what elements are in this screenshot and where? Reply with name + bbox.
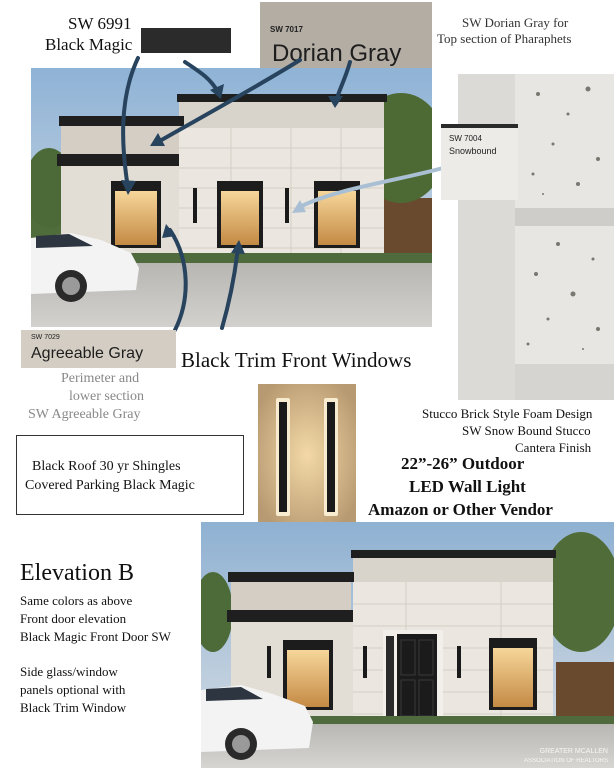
perimeter-note-2: lower section <box>69 389 145 404</box>
snowbound-code: SW 7004 <box>449 134 482 143</box>
roof-note-1: Black Roof 30 yr Shingles <box>32 459 181 474</box>
black-magic-code: SW 6991 <box>68 14 132 33</box>
perimeter-note-3: SW Agreeable Gray <box>28 407 141 422</box>
house-photo-elevation-b <box>201 522 614 768</box>
elevation-line-1: Same colors as above <box>20 593 133 608</box>
watermark-line-2: ASSOCIATION OF REALTORS <box>523 758 608 764</box>
light-note-1: 22”-26” Outdoor <box>401 454 525 473</box>
elevation-line-6: Black Trim Window <box>20 700 127 715</box>
dorian-gray-name: Dorian Gray <box>272 40 402 67</box>
perimeter-note-1: Perimeter and <box>61 371 140 386</box>
elevation-line-4: Side glass/window <box>20 664 118 679</box>
agreeable-gray-code: SW 7029 <box>31 334 60 341</box>
snowbound-swatch <box>441 124 518 200</box>
elevation-line-5: panels optional with <box>20 682 126 697</box>
elevation-title: Elevation B <box>20 560 134 586</box>
elevation-line-2: Front door elevation <box>20 611 127 626</box>
stucco-texture-image <box>458 74 614 400</box>
agreeable-gray-swatch <box>21 330 176 368</box>
roof-note-2: Covered Parking Black Magic <box>25 478 195 493</box>
led-wall-light-image <box>258 384 356 526</box>
stucco-note-1: Stucco Brick Style Foam Design <box>422 406 593 421</box>
black-magic-name: Black Magic <box>45 35 133 54</box>
dorian-gray-code: SW 7017 <box>270 25 303 34</box>
agreeable-gray-name: Agreeable Gray <box>31 345 144 362</box>
light-note-2: LED Wall Light <box>409 477 526 496</box>
elevation-line-3: Black Magic Front Door SW <box>20 629 171 644</box>
stucco-note-3: Cantera Finish <box>515 440 592 455</box>
stucco-note-2: SW Snow Bound Stucco <box>462 423 591 438</box>
black-trim-label: Black Trim Front Windows <box>181 348 412 372</box>
light-note-3: Amazon or Other Vendor <box>368 500 553 519</box>
dorian-note-1: SW Dorian Gray for <box>462 15 569 30</box>
watermark-line-1: GREATER MCALLEN <box>539 748 608 755</box>
roof-note-box <box>16 435 244 515</box>
dorian-note-2: Top section of Pharaphets <box>437 31 572 46</box>
snowbound-name: Snowbound <box>449 146 497 156</box>
